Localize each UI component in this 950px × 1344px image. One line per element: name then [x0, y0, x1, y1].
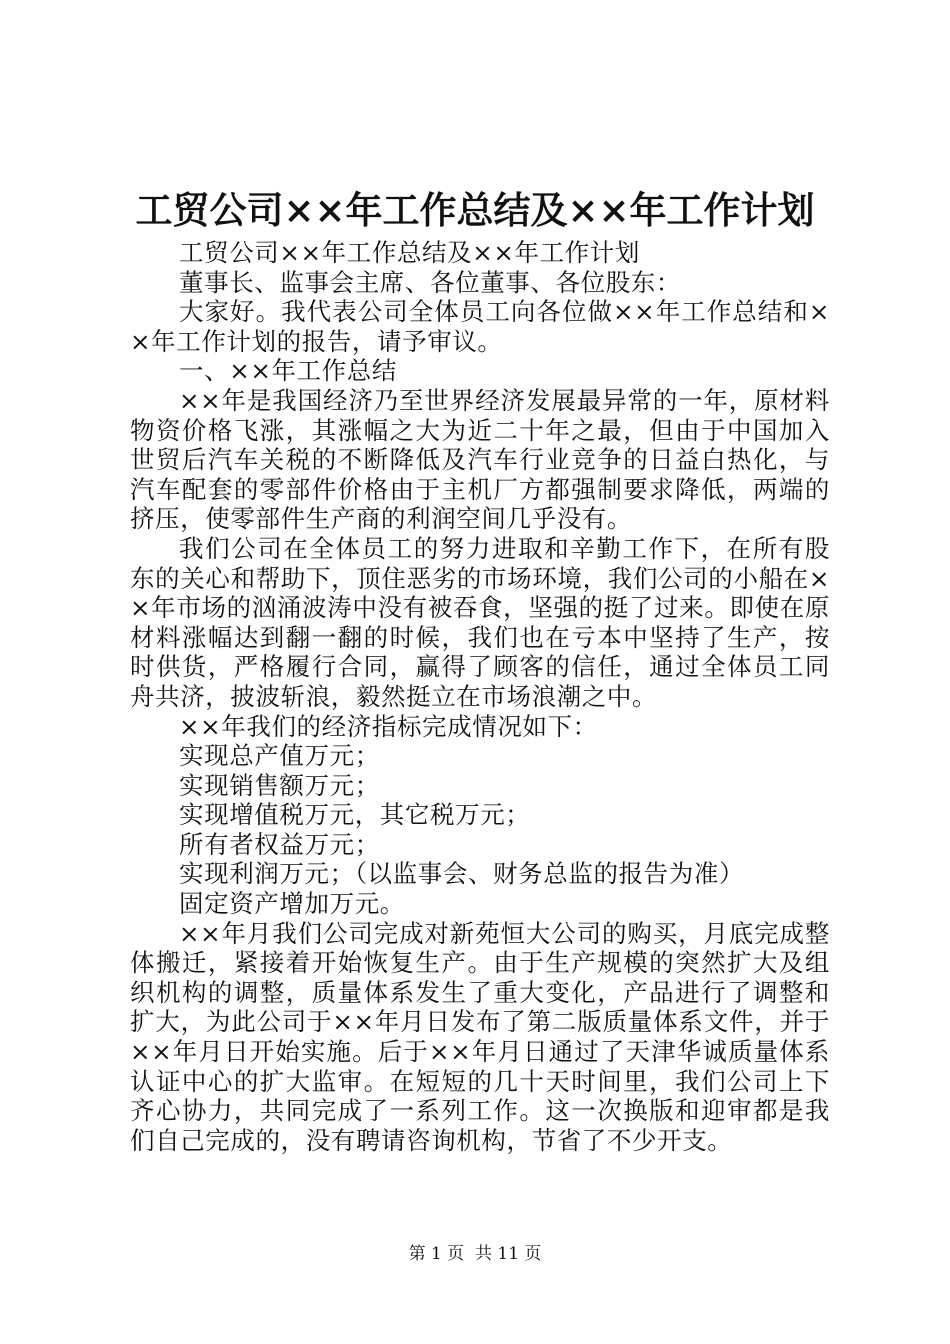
paragraph-subtitle: 工贸公司××年工作总结及××年工作计划: [179, 238, 641, 267]
paragraph-economy: ××年是我国经济乃至世界经济发展最异常的一年，原材料物资价格飞涨，其涨幅之大为近二十年之最，但由于中国加入世贸后汽车关税的不断降低及汽车行业竞争的日益白热化，与汽车配套的零部件价格由于主机厂方都强制要求降低，两端的挤压，使零部件生产商的利润空间几乎没有。: [130, 385, 830, 534]
paragraph-salutation: 董事长、监事会主席、各位董事、各位股东：: [179, 267, 681, 297]
paragraph-greeting: 大家好。我代表公司全体员工向各位做××年工作总结和××年工作计划的报告，请予审议。: [130, 297, 830, 356]
paragraph-indicators-intro: ××年我们的经济指标完成情况如下：: [179, 711, 598, 741]
document-body: [130, 238, 830, 1155]
list-item-sales: 实现销售额万元；: [179, 770, 380, 800]
paragraph-acquisition: ××年月我们公司完成对新苑恒大公司的购买，月底完成整体搬迁，紧接着开始恢复生产。由于生产规模的突然扩大及组织机构的调整，质量体系发生了重大变化，产品进行了调整和扩大，为此公司于××年月日发布了第二版质量体系文件，并于××年月日开始实施。后于××年月日通过了天津华诚质量体系认证中心的扩大监审。在短短的几十天时间里，我们公司上下齐心协力，共同完成了一系列工作。这一次换版和迎审都是我们自己完成的，没有聘请咨询机构，节省了不少开支。: [130, 918, 830, 1155]
list-item-output-value: 实现总产值万元；: [179, 741, 380, 771]
page-footer: [0, 1242, 950, 1266]
list-item-fixed-assets: 固定资产增加万元。: [179, 889, 405, 919]
list-item-profit: 实现利润万元；（以监事会、财务总监的报告为准）: [179, 859, 745, 889]
list-item-tax: 实现增值税万元，其它税万元；: [179, 800, 531, 830]
page-number: 第 1 页 共 11 页: [408, 1244, 542, 1264]
section-heading: 一、××年工作总结: [179, 356, 397, 386]
document-title: 工贸公司××年工作总结及××年工作计划: [135, 188, 815, 232]
paragraph-company-effort: 我们公司在全体员工的努力进取和辛勤工作下，在所有股东的关心和帮助下，顶住恶劣的市场环境，我们公司的小船在××年市场的汹涌波涛中没有被吞食，坚强的挺了过来。即使在原材料涨幅达到翻一翻的时候，我们也在亏本中坚持了生产，按时供货，严格履行合同，赢得了顾客的信任，通过全体员工同舟共济，披波斩浪，毅然挺立在市场浪潮之中。: [130, 533, 830, 711]
list-item-equity: 所有者权益万元；: [179, 829, 380, 859]
